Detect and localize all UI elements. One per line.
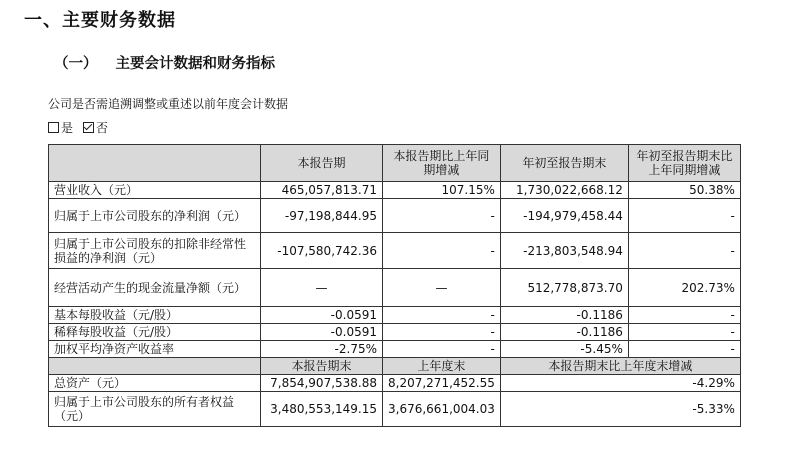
- checkbox-checked-icon: [83, 122, 94, 133]
- header-blank: [49, 145, 261, 182]
- cell-value: -0.0591: [261, 307, 383, 324]
- cell-value: -: [383, 341, 501, 358]
- table-row: [49, 307, 741, 324]
- row-label: 加权平均净资产收益率: [49, 341, 261, 358]
- cell-value: -107,580,742.36: [261, 233, 383, 269]
- cell-value: 50.38%: [628, 182, 740, 199]
- row-label: 总资产（元）: [49, 375, 261, 392]
- subsection-number: （一）: [54, 56, 98, 72]
- cell-value: -: [628, 341, 740, 358]
- table-header-row: [49, 145, 741, 182]
- cell-value: 512,778,873.70: [500, 269, 628, 307]
- table-row: [49, 375, 741, 392]
- header-cell: 本报告期比上年同期增减: [383, 145, 501, 182]
- cell-value: -0.0591: [261, 324, 383, 341]
- cell-value: -4.29%: [500, 375, 740, 392]
- cell-value: -194,979,458.44: [500, 199, 628, 233]
- header-cell: 本报告期末比上年度末增减: [500, 358, 740, 375]
- cell-value: -: [383, 233, 501, 269]
- table-row: [49, 233, 741, 269]
- restatement-question: 公司是否需追溯调整或重述以前年度会计数据: [48, 97, 289, 111]
- header-cell: 本报告期: [261, 145, 383, 182]
- option-yes-label: 是: [61, 121, 74, 135]
- table-row: [49, 324, 741, 341]
- header-cell: 年初至报告期末: [500, 145, 628, 182]
- cell-value: —: [383, 269, 501, 307]
- cell-value: -97,198,844.95: [261, 199, 383, 233]
- cell-value: -213,803,548.94: [500, 233, 628, 269]
- cell-value: 3,676,661,004.03: [383, 392, 501, 427]
- cell-value: 465,057,813.71: [261, 182, 383, 199]
- row-label: 稀释每股收益（元/股）: [49, 324, 261, 341]
- cell-value: -2.75%: [261, 341, 383, 358]
- subsection-text: 主要会计数据和财务指标: [115, 56, 275, 72]
- table-row: [49, 341, 741, 358]
- row-label: 归属于上市公司股东的净利润（元）: [49, 199, 261, 233]
- cell-value: -: [383, 307, 501, 324]
- header-cell: 年初至报告期末比上年同期增减: [628, 145, 740, 182]
- cell-value: 1,730,022,668.12: [500, 182, 628, 199]
- subsection-title: [54, 52, 275, 73]
- cell-value: -: [383, 324, 501, 341]
- cell-value: -0.1186: [500, 307, 628, 324]
- cell-value: -5.45%: [500, 341, 628, 358]
- cell-value: 7,854,907,538.88: [261, 375, 383, 392]
- cell-value: -: [628, 307, 740, 324]
- cell-value: -: [628, 233, 740, 269]
- row-label: 营业收入（元）: [49, 182, 261, 199]
- table-row: [49, 199, 741, 233]
- header-blank: [49, 358, 261, 375]
- row-label: 基本每股收益（元/股）: [49, 307, 261, 324]
- cell-value: -5.33%: [500, 392, 740, 427]
- cell-value: 107.15%: [383, 182, 501, 199]
- table-row: [49, 182, 741, 199]
- cell-value: -0.1186: [500, 324, 628, 341]
- section-title: 一、主要财务数据: [24, 10, 176, 31]
- option-yes[interactable]: [48, 121, 73, 135]
- restatement-options: [48, 119, 118, 136]
- row-label: 归属于上市公司股东的扣除非经常性损益的净利润（元）: [49, 233, 261, 269]
- cell-value: -: [628, 324, 740, 341]
- table-row: [49, 392, 741, 427]
- cell-value: 8,207,271,452.55: [383, 375, 501, 392]
- row-label: 归属于上市公司股东的所有者权益（元）: [49, 392, 261, 427]
- financial-data-table: [48, 144, 741, 427]
- header-cell: 本报告期末: [261, 358, 383, 375]
- option-no[interactable]: [83, 121, 108, 135]
- cell-value: 202.73%: [628, 269, 740, 307]
- cell-value: -: [628, 199, 740, 233]
- cell-value: 3,480,553,149.15: [261, 392, 383, 427]
- option-no-label: 否: [96, 121, 109, 135]
- table-row: [49, 269, 741, 307]
- header-cell: 上年度末: [383, 358, 501, 375]
- table-header-row: [49, 358, 741, 375]
- row-label: 经营活动产生的现金流量净额（元）: [49, 269, 261, 307]
- checkbox-unchecked-icon: [48, 122, 59, 133]
- cell-value: -: [383, 199, 501, 233]
- cell-value: —: [261, 269, 383, 307]
